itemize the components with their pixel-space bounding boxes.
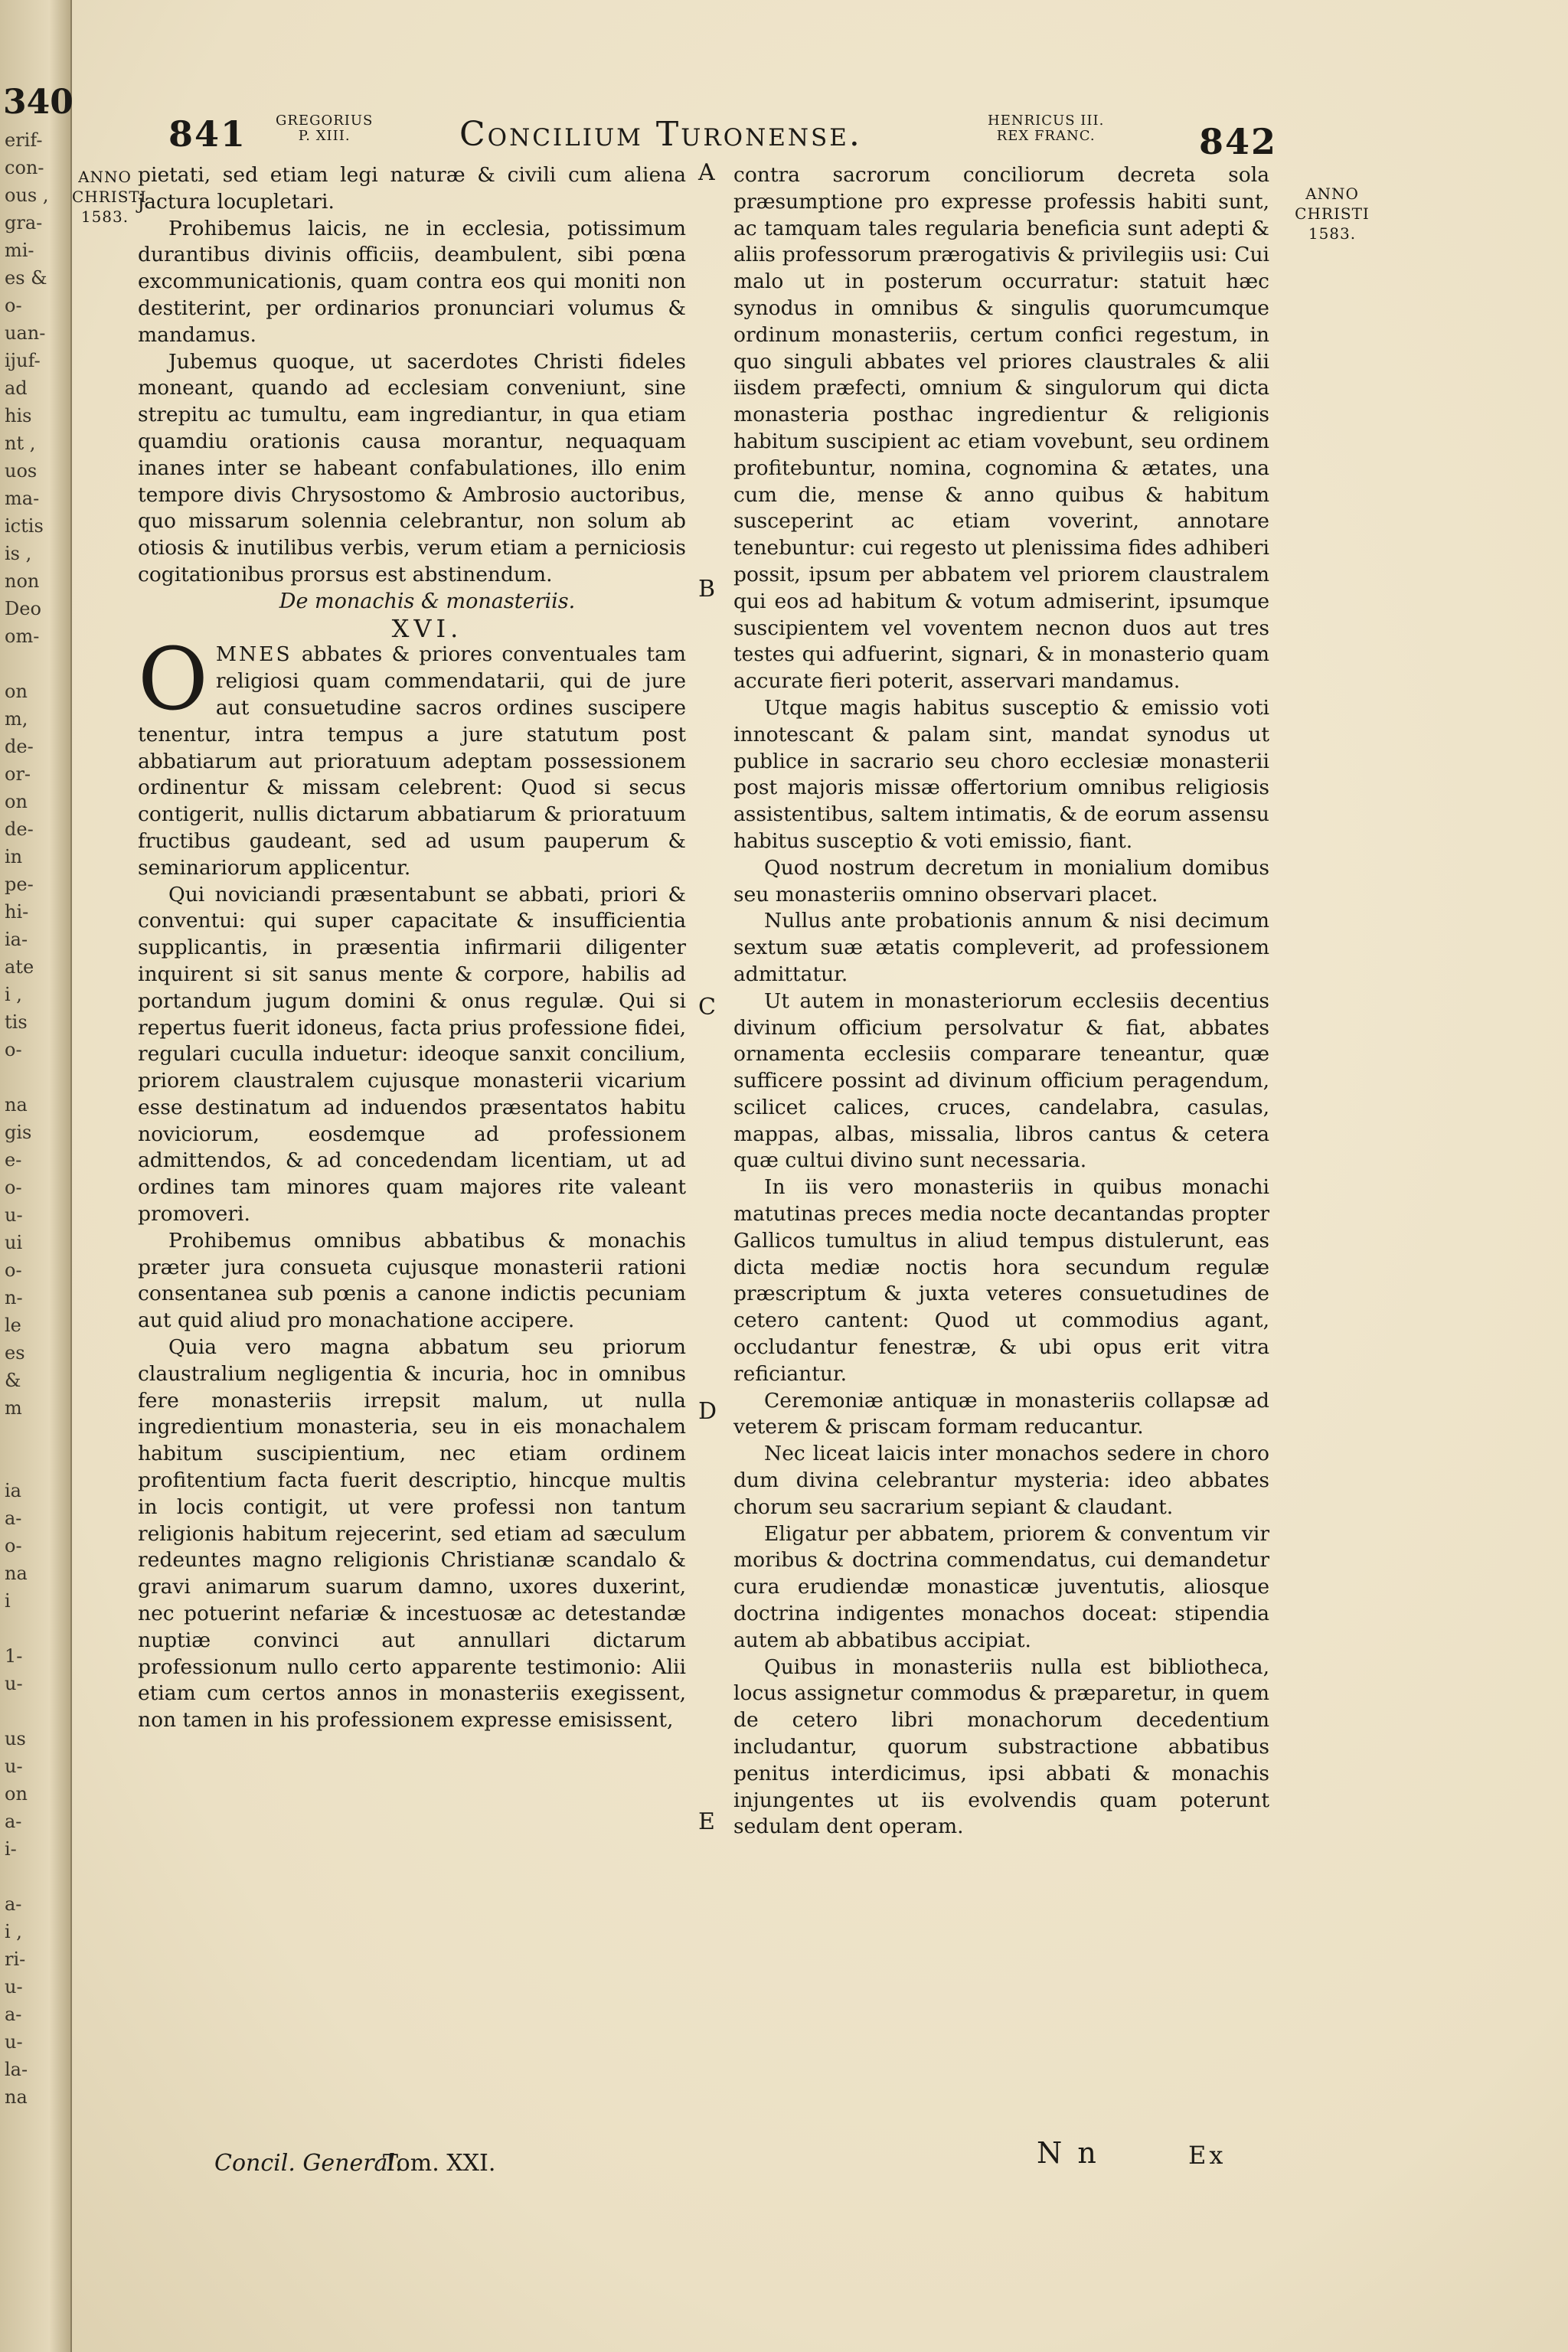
edge-fragment: o- [5,1039,22,1060]
edge-fragment: ijuf- [5,350,41,371]
edge-fragment: o- [5,1259,22,1281]
edge-fragment: mi- [5,240,34,261]
margin-note-left [72,167,147,227]
section-marker-e: E [698,1808,715,1835]
paragraph: Ut autem in monasteriorum ecclesiis decentius divinum officium persolvatur & fiat, abbates ornamenta ecclesiis comparare teneantur, quæ sufficere possint ad divinum officium peragendum, scilicet calices, cruces, candelabra, casulas, mappas, albas, missalia, libros cantus & cetera quæ cultui divino sunt necessaria. [733,988,1269,1173]
edge-fragment: u- [5,1204,23,1226]
edge-fragment: m [5,1397,22,1419]
edge-fragment: ous , [5,185,49,206]
edge-fragment: u- [5,1673,23,1694]
edge-fragment: ad [5,377,28,399]
edge-fragment: na [5,2086,28,2108]
edge-fragment: a- [5,1893,22,1915]
page-title: Concilium Turonense. [459,115,862,154]
edge-fragment: erif- [5,129,43,151]
edge-fragment: es [5,1342,25,1364]
margin-note-right-line1: ANNO [1305,185,1359,203]
edge-fragment: n- [5,1287,23,1308]
margin-note-right-line2: CHRISTI [1295,204,1370,223]
chapter-number: XVI. [391,613,463,643]
paragraph: Quibus in monasteriis nulla est bibliotheca, locus assignetur commodus & præparetur, in quem de cetero libri monachorum decedentium includantur, quorum substractione abbatibus penitus interdicimus, ipsi abbati & monachis injungentes ut iis evolvendis quam poterunt sedulam dent operam. [733,1655,1269,1839]
edge-fragment: e- [5,1149,22,1171]
edge-fragment: on [5,681,28,702]
edge-fragment: ia [5,1480,21,1501]
margin-note-left-line1: ANNO [78,168,132,186]
small-caps-word: MNES [215,642,292,667]
catchword: Ex [1188,2141,1227,2170]
running-head-right [988,113,1104,144]
edge-fragment: u- [5,2031,23,2053]
edge-fragment: u- [5,1756,23,1777]
edge-fragment: con- [5,157,44,178]
edge-fragment: & [5,1370,21,1391]
edge-fragment: ui [5,1232,23,1253]
page-number-right: 842 [1199,121,1278,162]
paragraph: Prohibemus omnibus abbatibus & monachis præter jura consueta cujusque monasterii rationi consentanea sub pœnis a canone indictis pecuniam aut quid aliud pro monachatione accipere. [138,1228,686,1333]
edge-fragment: de- [5,736,34,757]
paragraph: In iis vero monasteriis in quibus monachi matutinas preces media nocte decantandas propter Gallicos tumultus in aliud tempus distulerunt, eas dicta mediæ noctis hora secundum regulæ præscriptum & juxta veteres consuetudines de cetero cantent: Quod ut commodius agant, occludantur fenestræ, & ubi opus erit vitra reficiantur. [733,1175,1269,1386]
edge-fragment: de- [5,818,34,840]
edge-fragment: la- [5,2059,28,2080]
right-column [733,162,1269,1841]
edge-fragment: na [5,1563,28,1584]
section-marker-b: B [698,576,716,603]
edge-fragment: uos [5,460,38,482]
paragraph: Ceremoniæ antiquæ in monasteriis collapsæ ad veterem & priscam formam reducantur. [733,1388,1269,1439]
paragraph: Quia vero magna abbatum seu priorum claustralium negligentia & incuria, hoc in omnibus fere monasteriis irrepsit malum, ut nulla ingredientium monasteria, seu in eis monachalem habitum suscipientium, nec etiam ordinem profitentium facta fuerit descriptio, hincque multis in locis contigit, ut vere professi non tantum religionis habitum rejecerint, sed etiam ad sæculum redeuntes magno religionis Christianæ scandalo & gravi animarum suarum damno, uxores duxerint, nec potuerint nefariæ & incestuosæ ac detestandæ nuptiæ convinci aut annullari dictarum professionum nullo certo apparente testimonio: Alii etiam cum certos annos in monasteriis exegissent, non tamen in his professionem expresse emisissent, [138,1335,686,1733]
edge-fragment: na [5,1094,28,1116]
edge-fragment: in [5,846,23,867]
edge-fragment: non [5,570,40,592]
edge-fragment: a- [5,2004,22,2025]
previous-page-edge [0,0,72,2352]
edge-fragment: ma- [5,488,40,509]
paragraph: Nec liceat laicis inter monachos sedere in choro dum divina celebrantur mysteria: ideo abbates chorum seu sacrarium sepiant & claudant. [733,1442,1269,1519]
margin-note-right-line3: 1583. [1308,224,1357,243]
paragraph: Nullus ante probationis annum & nisi decimum sextum suæ ætatis compleverit, ad professionem admittatur. [733,909,1269,986]
edge-fragment: is , [5,543,32,564]
edge-fragment: his [5,405,32,426]
previous-page-number: 340 [3,83,74,122]
edge-fragment: ia- [5,929,28,950]
edge-fragment: a- [5,1811,22,1832]
edge-fragment: pe- [5,874,34,895]
running-head-right-line1: HENRICUS III. [988,113,1105,129]
footer-volume: Tom. XXI. [383,2150,496,2177]
edge-fragment: on [5,1783,28,1805]
running-head-left [276,113,373,144]
left-column [138,162,686,1734]
edge-fragment: le [5,1315,21,1336]
edge-fragment: es & [5,267,47,289]
section-marker-c: C [698,994,716,1021]
running-head-right-line2: REX FRANC. [996,128,1096,144]
edge-fragment: gra- [5,212,43,234]
edge-fragment: a- [5,1508,22,1529]
margin-note-left-line2: CHRISTI [72,188,147,206]
margin-note-right [1286,184,1378,243]
edge-fragment: o- [5,1177,22,1198]
edge-fragment: i , [5,984,22,1005]
paragraph: Jubemus quoque, ut sacerdotes Christi fideles moneant, quando ad ecclesiam conveniunt, sine strepitu ac tumultu, eam ingrediantur, in qua etiam quamdiu orationis causa morantur, nequaquam inanes inter se habeant confabulationes, illo enim tempore divis Chrysostomo & Ambrosio auctoribus, quo missarum solennia celebrantur, non solum ab otiosis & inutilibus verbis, verum etiam a perniciosis cogitationibus prorsus est abstinendum. [138,349,686,586]
edge-fragment: uan- [5,322,46,344]
edge-fragment: m, [5,708,28,730]
edge-fragment: Deo [5,598,41,619]
section-marker-a: A [698,159,715,186]
edge-fragment: tis [5,1011,28,1033]
section-marker-d: D [698,1398,717,1425]
page-number-left: 841 [168,113,247,155]
paragraph-text: abbates & priores conventuales tam religiosi quam commendatarii, qui de jure aut consuetudine sacros ordines suscipere tenentur, intra tempus a jure statutum post abbatiarum aut prioratuum adeptam possessionem ordinentur & missam celebrent: Quod si secus contigerit, nullis dictarum abbatiarum & prioratuum fructibus gaudeant, sed ad usum pauperum & seminariorum applicentur. [138,642,686,880]
paragraph: Prohibemus laicis, ne in ecclesia, potissimum durantibus divinis officiis, deambulent, sibi pœna excommunicationis, quam contra eos qui moniti non destiterint, per ordinarios pronunciari volumus & mandamus. [138,216,686,347]
edge-fragment: us [5,1728,26,1749]
paragraph: Utque magis habitus susceptio & emissio voti innotescant & palam sint, mandat synodus ut publice in sacrario seu choro ecclesiæ monasterii post majoris missæ offertorium omnibus religiosis assistentibus, saltem intimatis, & de eorum assensu habitus susceptio & voti emissio, fiant. [733,695,1269,853]
edge-fragment: u- [5,1976,23,1998]
edge-fragment: nt , [5,433,36,454]
edge-fragment: o- [5,295,22,316]
running-head-left-line1: GREGORIUS [276,113,374,129]
edge-fragment: o- [5,1535,22,1557]
edge-fragment: or- [5,763,31,785]
edge-fragment: i [5,1590,11,1612]
paragraph: pietati, sed etiam legi naturæ & civili cum aliena jactura locupletari. [138,163,686,214]
edge-fragment: 1- [5,1645,23,1667]
edge-fragment: om- [5,626,40,647]
edge-fragment: i , [5,1921,22,1942]
paragraph: Qui noviciandi præsentabunt se abbati, priori & conventui: qui super capacitate & insufficientia supplicantis, in præsentia infirmarii diligenter inquirent si sit sanus mente & corpore, habilis ad portandum jugum domini & onus regulæ. Qui si repertus fuerit idoneus, facta prius professione fidei, regulari cuculla induetur: ideoque sanxit concilium, priorem claustralem cujusque monasterii vicarium esse destinatum ad induendos præsentatos habitu noviciorum, eosdemque ad professionem admittendos, & ad concedendam licentiam, ut ad ordines tam minores quam majores rite valeant promoveri. [138,882,686,1227]
edge-fragment: i- [5,1838,17,1860]
running-head-left-line2: P. XIII. [298,128,351,144]
edge-fragment: on [5,791,28,812]
edge-fragment: ate [5,956,34,978]
footer-source: Concil. General. [214,2150,403,2177]
paragraph-with-initial [138,630,686,881]
paragraph: Eligatur per abbatem, priorem & conventum vir moribus & doctrina commendatus, cui demandetur cura erudiendæ monasticæ juventutis, aliosque doctrina indigentes monachos doceat: stipendia autem ab abbatibus accipiat. [733,1521,1269,1652]
paragraph: Quod nostrum decretum in monialium domibus seu monasteriis omnino observari placet. [733,855,1269,906]
edge-fragment: ictis [5,515,44,537]
signature-mark: N n [1037,2136,1099,2170]
section-heading: De monachis & monasteriis. [279,589,576,613]
edge-fragment: gis [5,1122,32,1143]
drop-cap-initial: O [138,630,208,730]
margin-note-left-line3: 1583. [80,207,129,226]
edge-fragment: ri- [5,1949,26,1970]
paragraph: contra sacrorum conciliorum decreta sola præsumptione pro expresse professis habiti sunt, ac tamquam tales regularia beneficia sunt adepti & aliis professorum prærogativis & privilegiis usi: Cui malo ut in posterum occurratur: statuit hæc synodus in omnibus & singulis quorumcumque ordinum monasteriis, certum confici regestum, in quo singuli abbates vel priores claustrales & alii iisdem præfecti, omnium & singulorum qui dicta monasteria posthac ingredientur & religionis habitum suscipient ac etiam vovebunt, seu ordinem profitebuntur, nomina, cognomina & ætates, una cum die, mense & anno quibus & habitum susceperint ac etiam voverint, annotare tenebuntur: cui regesto ut plenissima fides adhiberi possit, ipsum per abbatem vel priorem claustralem qui eos ad habitum & votum admiserint, ipsumque suscipientem vel voventem necnon duos aut tres testes qui adfuerint, signari, & in monasterio quam accurate fieri poterit, asservari mandamus. [733,163,1269,694]
edge-fragment: hi- [5,901,29,923]
